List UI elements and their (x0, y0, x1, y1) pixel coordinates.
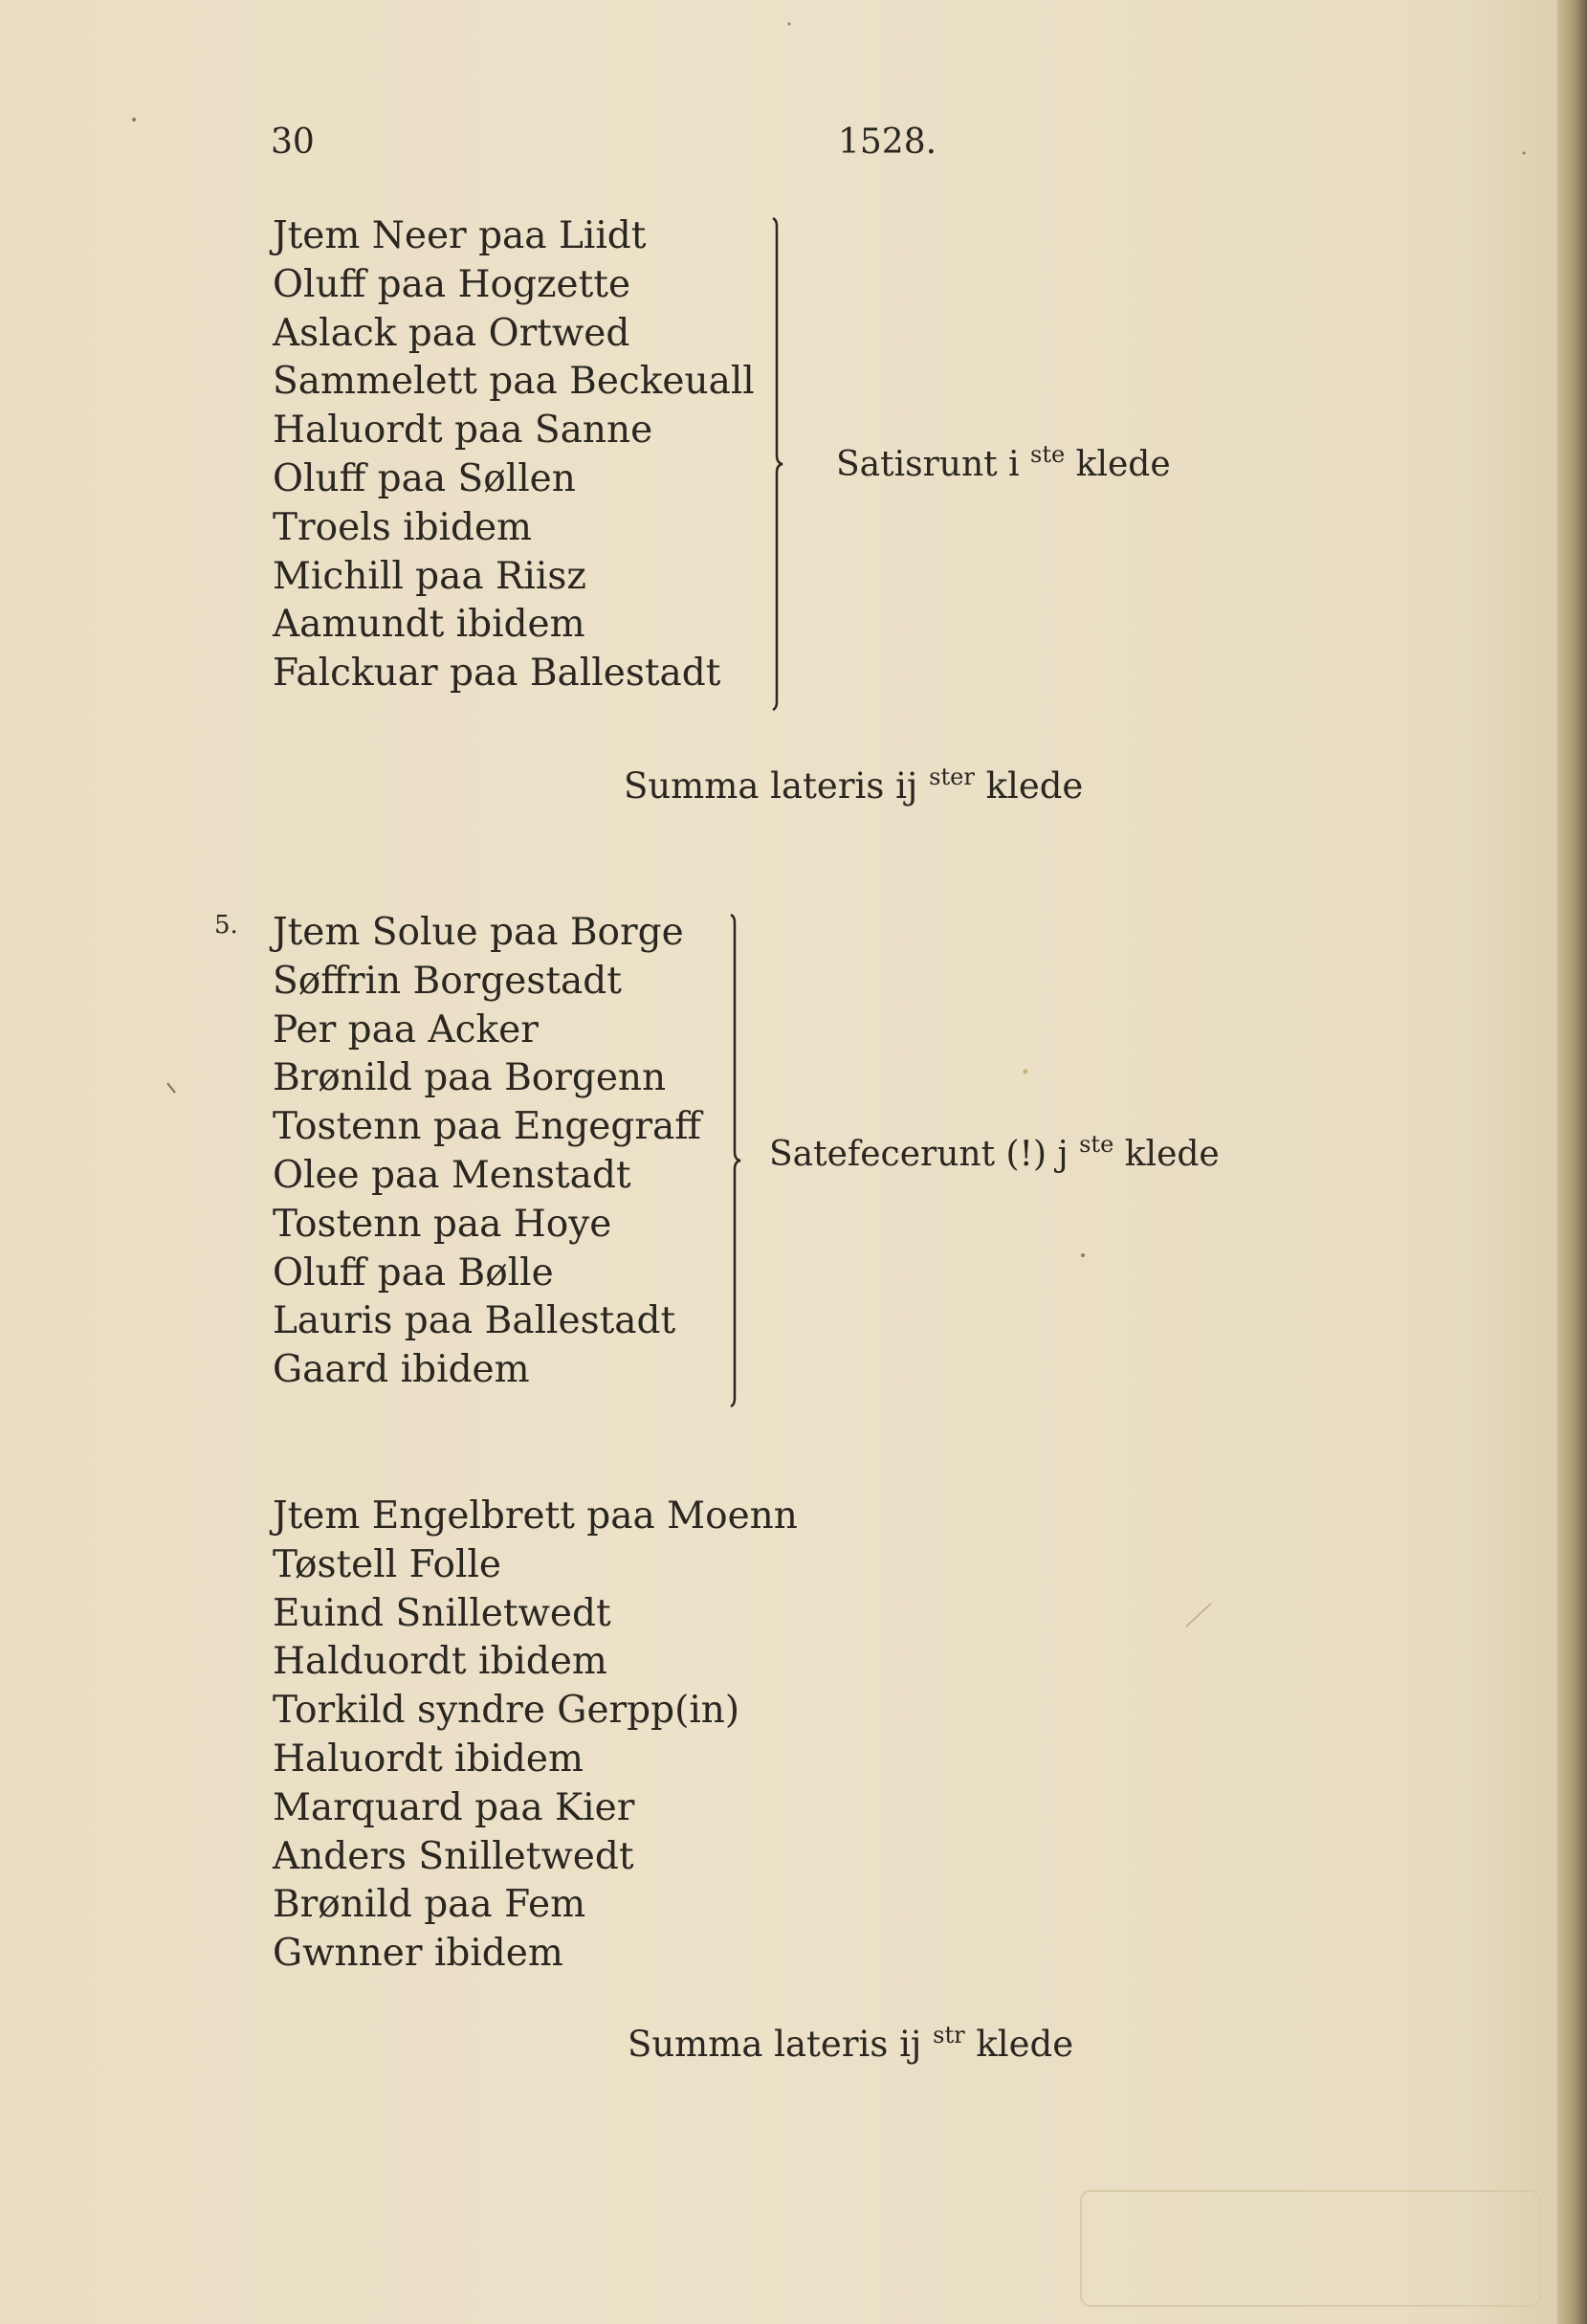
list-item: Gaard ibidem (273, 1348, 530, 1392)
entry-number-marker: 5. (214, 911, 238, 940)
list-item: Euind Snilletwedt (273, 1591, 611, 1635)
list-item: Oluff paa Søllen (273, 456, 576, 500)
list-item: Falckuar paa Ballestadt (273, 652, 721, 696)
list-item: Aamundt ibidem (273, 603, 585, 647)
list-item: Brønild paa Fem (273, 1883, 586, 1927)
list-item: Jtem Solue paa Borge (273, 911, 684, 954)
list-item: Jtem Engelbrett paa Moenn (273, 1494, 798, 1538)
list-item: Halduordt ibidem (273, 1640, 607, 1684)
list-item: Aslack paa Ortwed (273, 311, 630, 355)
bracket-note-2: Satefecerunt (!) j $^{ste}$ klede (769, 1131, 1220, 1174)
list-item: Jtem Neer paa Liidt (273, 214, 647, 257)
list-item: Torkild syndre Gerpp(in) (273, 1689, 740, 1733)
page-number: 30 (271, 122, 315, 162)
list-item: Troels ibidem (273, 505, 533, 549)
list-item: Michill paa Riisz (273, 554, 586, 598)
list-item: Haluordt paa Sanne (273, 409, 653, 453)
list-item: Lauris paa Ballestadt (273, 1299, 676, 1343)
list-item: Oluff paa Bølle (273, 1251, 554, 1295)
list-item: Haluordt ibidem (273, 1737, 584, 1781)
list-item: Marquard paa Kier (273, 1785, 635, 1829)
list-item: Tostenn paa Engegraff (273, 1105, 701, 1149)
list-item: Anders Snilletwedt (273, 1834, 634, 1878)
list-item: Brønild paa Borgenn (273, 1056, 667, 1100)
summa-line-1: Summa lateris ij $^{ster}$ klede (624, 764, 1084, 807)
list-item: Tøstell Folle (273, 1542, 502, 1586)
list-item: Tostenn paa Hoye (273, 1202, 612, 1246)
list-item: Sammelett paa Beckeuall (273, 360, 755, 404)
page-year: 1528. (838, 122, 937, 162)
list-item: Gwnner ibidem (273, 1932, 563, 1976)
list-item: Per paa Acker (273, 1007, 539, 1051)
list-item: Søffrin Borgestadt (273, 959, 622, 1003)
list-item: Oluff paa Hogzette (273, 262, 631, 306)
bracket-note-1: Satisrunt i $^{ste}$ klede (836, 441, 1171, 484)
summa-line-2: Summa lateris ij $^{str}$ klede (628, 2022, 1074, 2065)
list-item: Olee paa Menstadt (273, 1153, 631, 1197)
